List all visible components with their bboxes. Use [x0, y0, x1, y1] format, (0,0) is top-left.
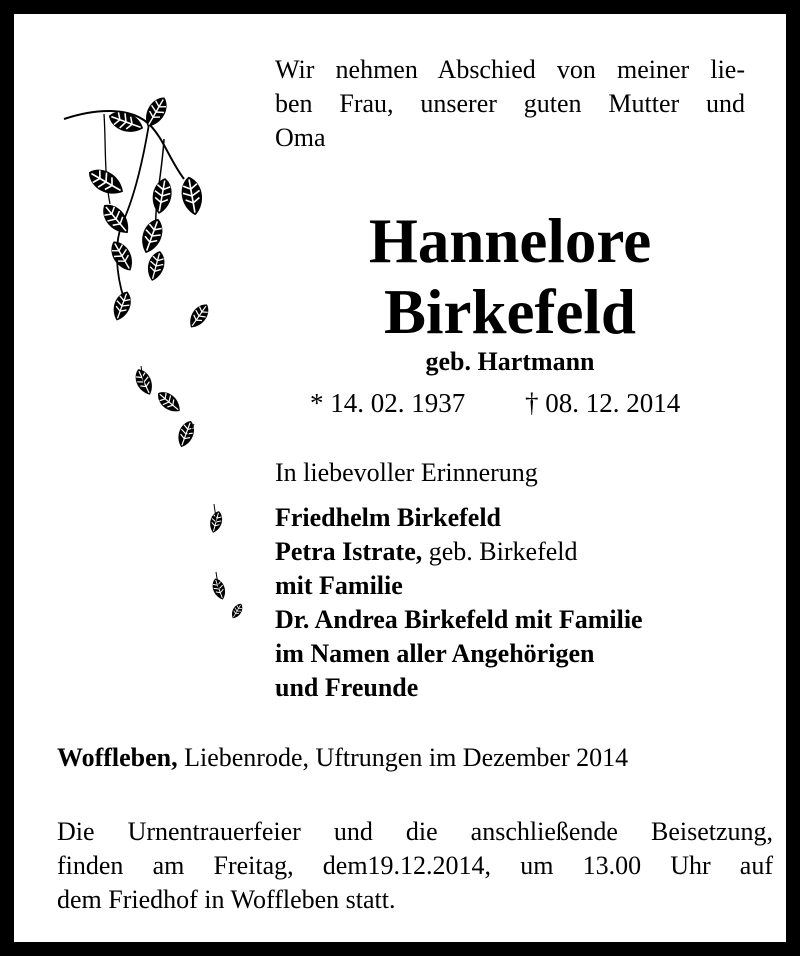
mourner: und Freunde — [275, 673, 419, 702]
place-rest: Liebenrode, Uftrungen im Dezember 2014 — [177, 743, 629, 772]
funeral-notice — [57, 815, 773, 917]
notice-line: Die Urnentrauerfeier und die anschließende Beisetzung, — [57, 817, 773, 846]
notice-line: dem Friedhof in Woffleben statt. — [57, 885, 396, 914]
remembrance-line: In liebevoller Erinnerung — [275, 458, 538, 487]
notice-line: finden am Freitag, dem19.12.2014, um 13.00 Uhr auf — [57, 851, 773, 880]
intro-line: Wir nehmen Abschied von meiner lie- — [275, 55, 745, 84]
falling-leaves-icon — [44, 84, 264, 644]
mourner-name: Petra Istrate, — [275, 537, 423, 566]
mourner: im Namen aller Angehörigen — [275, 639, 595, 668]
intro-line: ben Frau, unserer guten Mutter und — [275, 89, 745, 118]
mourner: Friedhelm Birkefeld — [275, 503, 502, 532]
deceased-first-name: Hannelore — [368, 206, 652, 276]
mourner-note: geb. Birkefeld — [422, 537, 578, 566]
mourners-list — [275, 501, 643, 705]
intro-line: Oma — [275, 123, 326, 152]
place-date-line — [57, 745, 628, 771]
mourner — [275, 535, 643, 569]
birth-date: * 14. 02. 1937 — [310, 388, 466, 418]
deceased-last-name: Birkefeld — [384, 277, 636, 347]
maiden-name: geb. Hartmann — [425, 347, 595, 376]
mourner: mit Familie — [275, 571, 403, 600]
mourner: Dr. Andrea Birkefeld mit Familie — [275, 605, 643, 634]
place-primary: Woffleben, — [57, 743, 178, 772]
death-date: † 08. 12. 2014 — [525, 388, 681, 418]
